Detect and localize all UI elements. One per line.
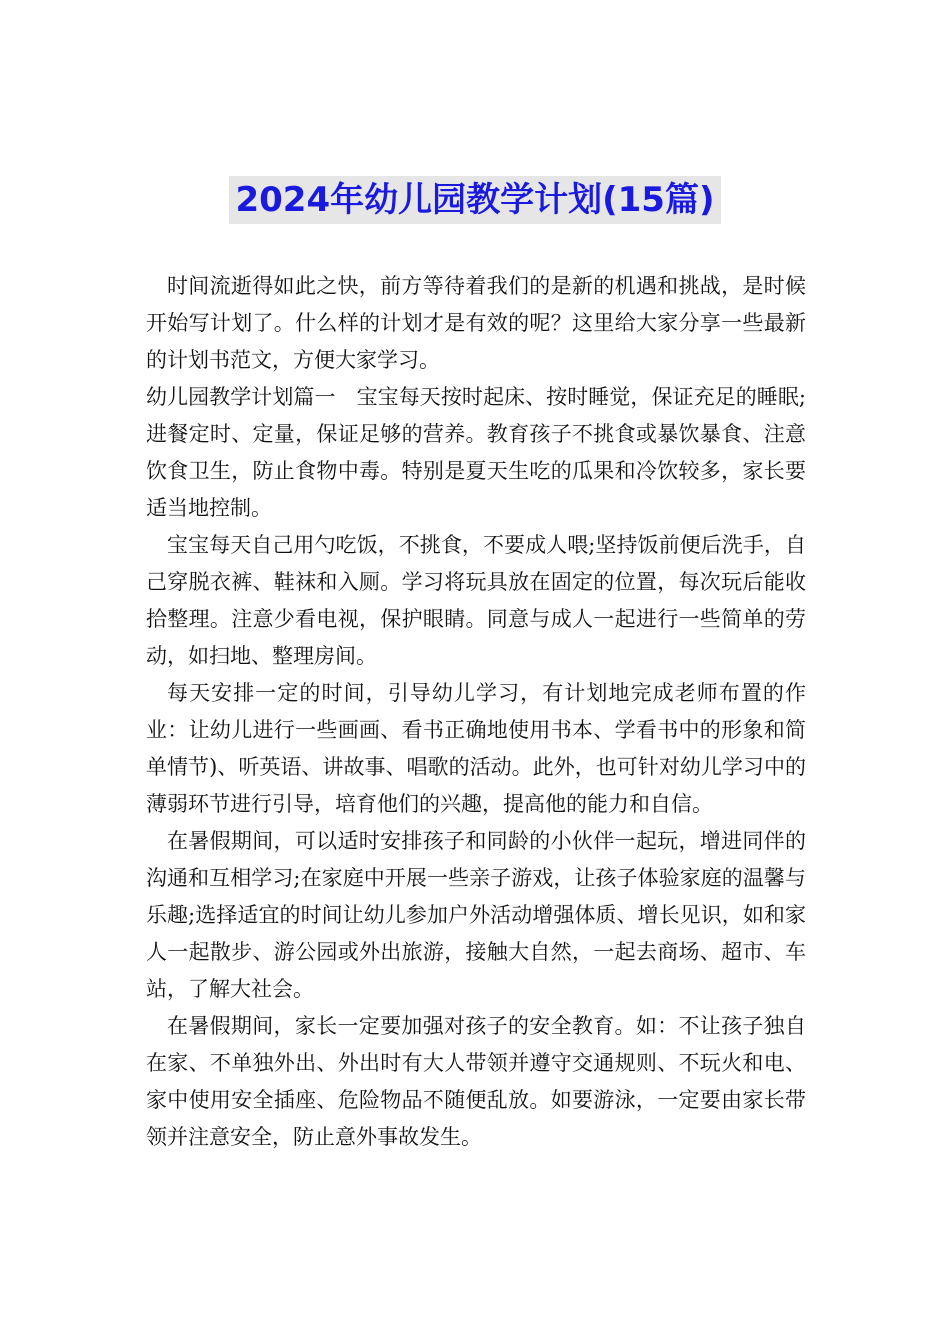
safety-paragraph: 在暑假期间，家长一定要加强对孩子的安全教育。如：不让孩子独自在家、不单独外出、外出时有大人带领并遵守交通规则、不玩火和电、家中使用安全插座、危险物品不随便乱放。如要游泳，一定要由家长带领并注意安全，防止意外事故发生。 [146,1014,806,1149]
document-body [146,268,806,1156]
document-title: 2024年幼儿园教学计划(15篇) [229,176,720,224]
self-care-paragraph: 宝宝每天自己用勺吃饭，不挑食，不要成人喂;坚持饭前便后洗手，自己穿脱衣裤、鞋袜和入厕。学习将玩具放在固定的位置，每次玩后能收拾整理。注意少看电视，保护眼睛。同意与成人一起进行一些简单的劳动，如扫地、整理房间。 [146,533,806,668]
title-block [0,176,950,224]
study-paragraph: 每天安排一定的时间，引导幼儿学习，有计划地完成老师布置的作业：让幼儿进行一些画画、看书正确地使用书本、学看书中的形象和简单情节)、听英语、讲故事、唱歌的活动。此外，也可针对幼儿学习中的薄弱环节进行引导，培育他们的兴趣，提高他的能力和自信。 [146,681,806,816]
social-paragraph: 在暑假期间，可以适时安排孩子和同龄的小伙伴一起玩，增进同伴的沟通和互相学习;在家庭中开展一些亲子游戏，让孩子体验家庭的温馨与乐趣;选择适宜的时间让幼儿参加户外活动增强体质、增长见识，如和家人一起散步、游公园或外出旅游，接触大自然，一起去商场、超市、车站，了解大社会。 [146,829,806,1001]
section-one-paragraph: 幼儿园教学计划篇一 宝宝每天按时起床、按时睡觉，保证充足的睡眠;进餐定时、定量，保证足够的营养。教育孩子不挑食或暴饮暴食、注意饮食卫生，防止食物中毒。特别是夏天生吃的瓜果和冷饮较多，家长要适当地控制。 [146,385,806,520]
intro-paragraph: 时间流逝得如此之快，前方等待着我们的是新的机遇和挑战，是时候开始写计划了。什么样的计划才是有效的呢？这里给大家分享一些最新的计划书范文，方便大家学习。 [146,274,806,372]
